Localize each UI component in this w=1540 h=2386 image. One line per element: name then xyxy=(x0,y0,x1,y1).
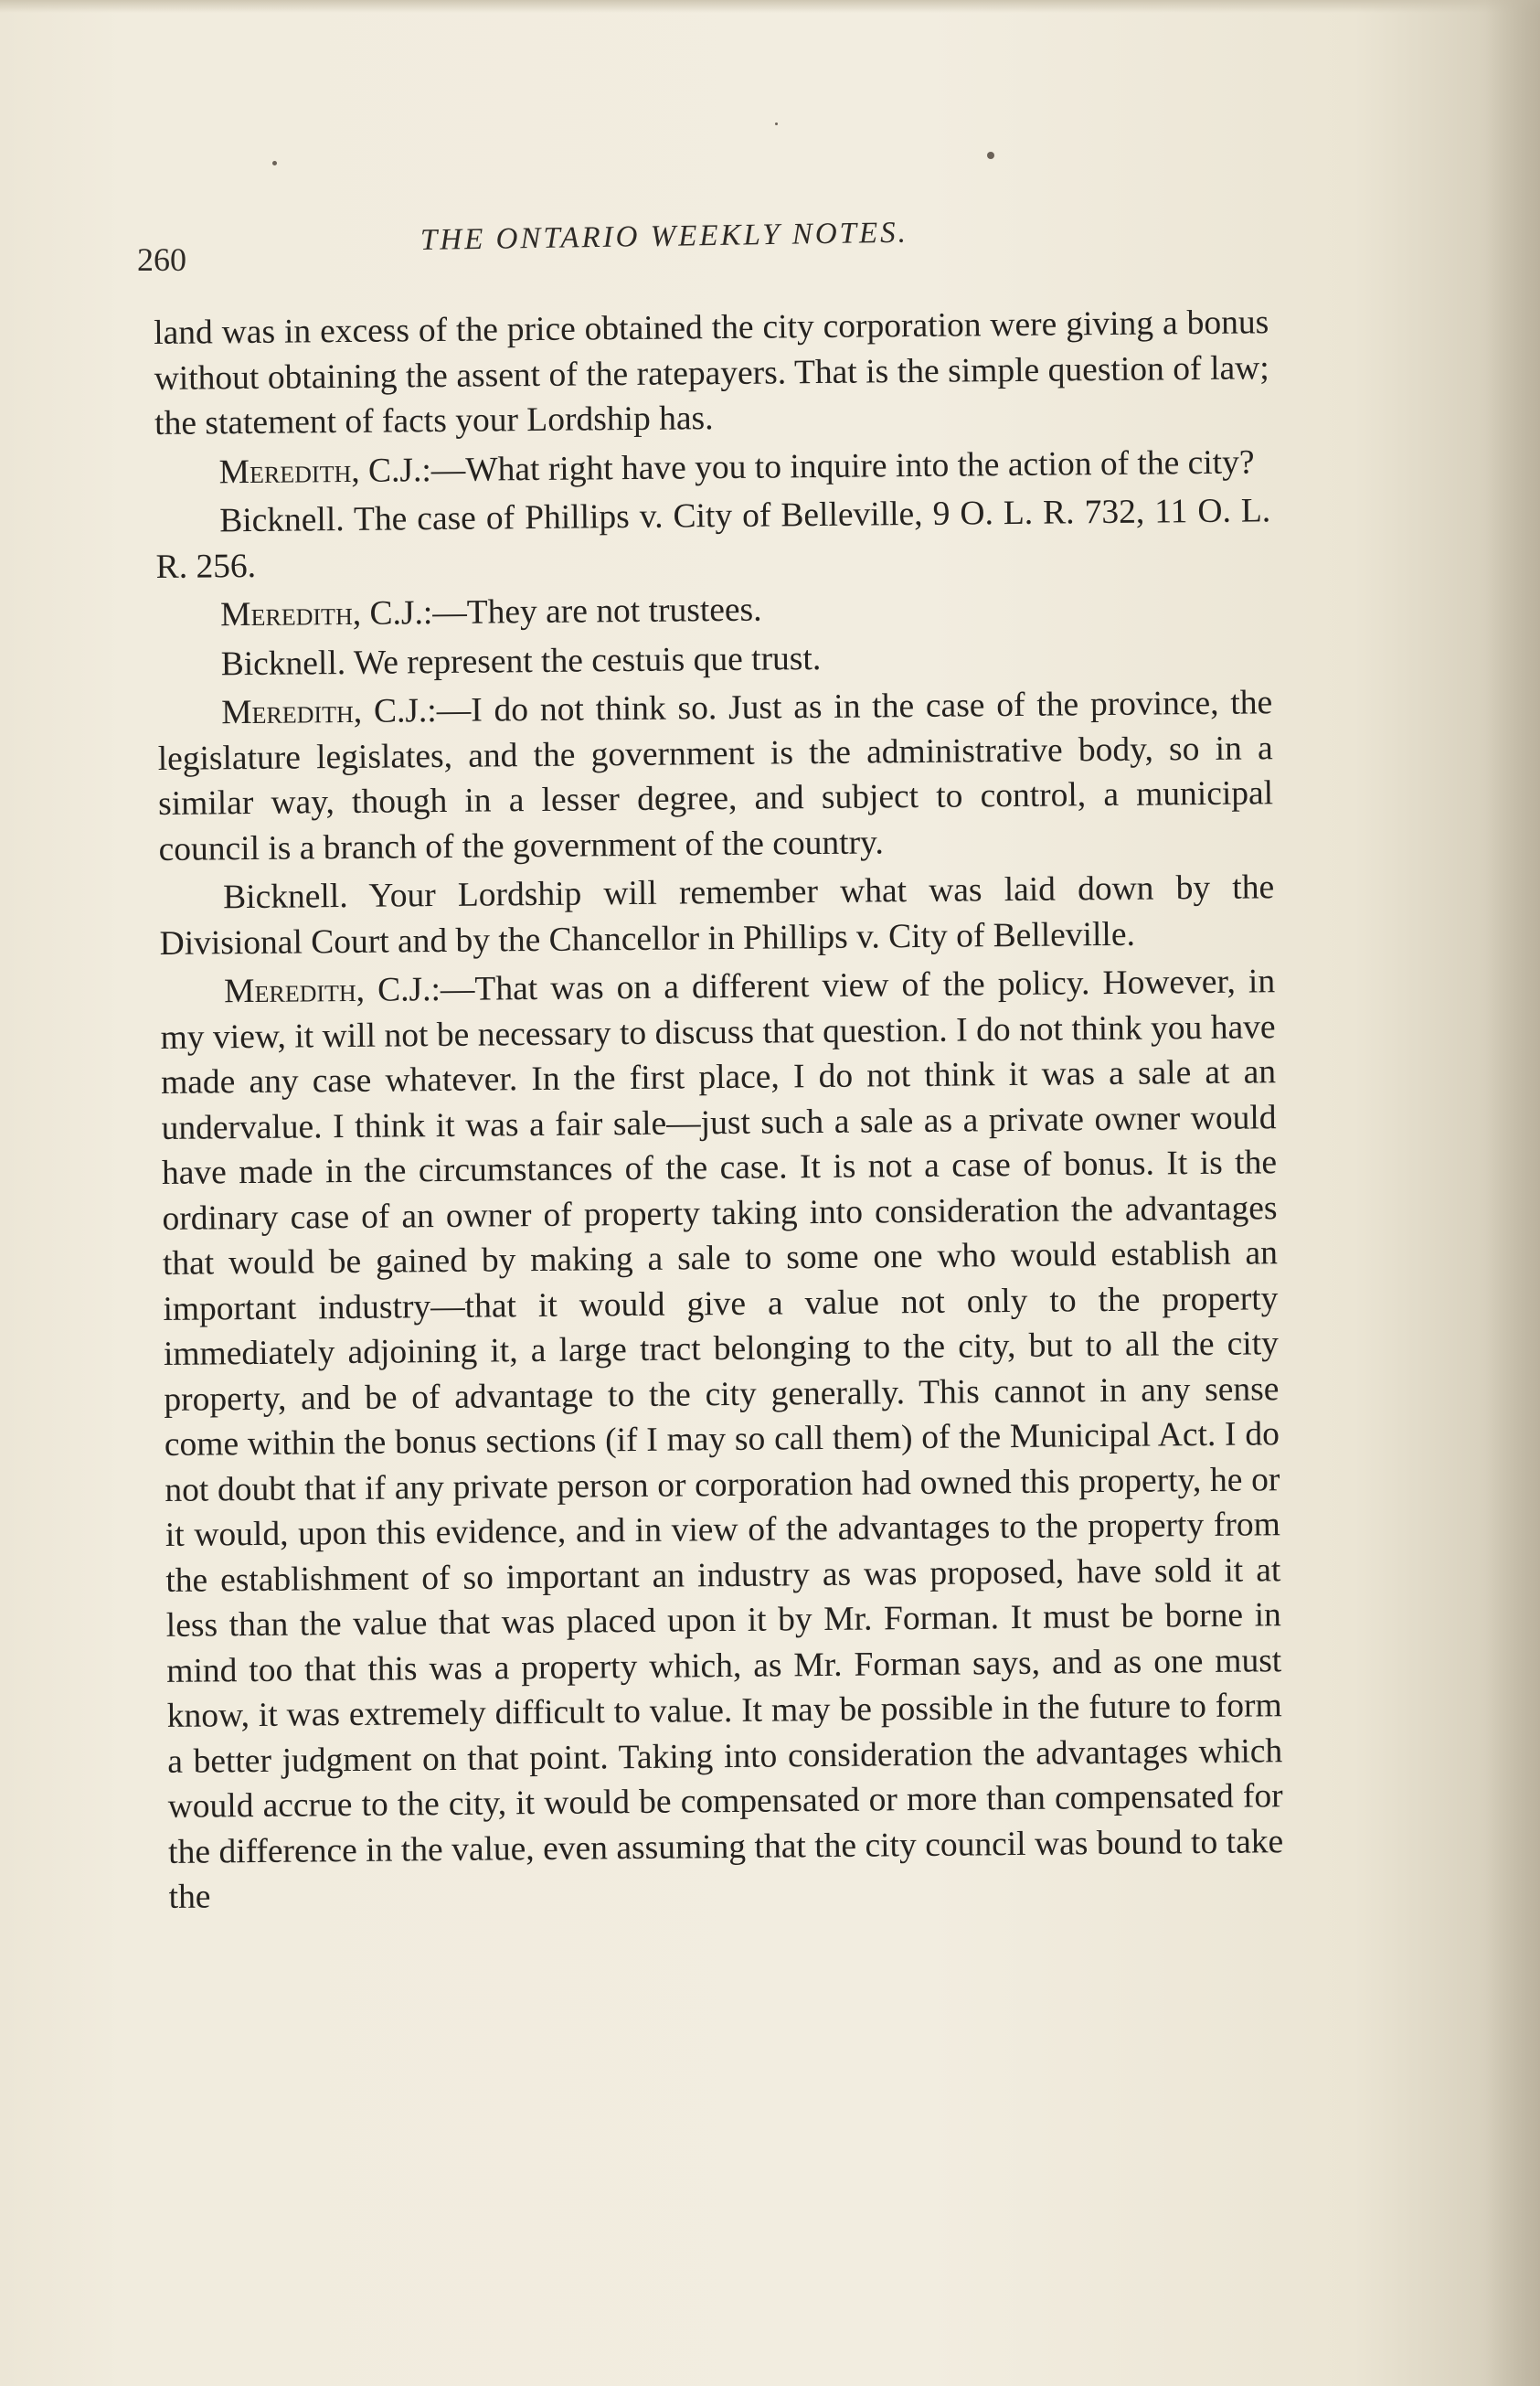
paragraph-text: Bicknell. Your Lordship will remember what was laid down by the Divisional Court and by the Chancellor in Phillips v. City of Belleville. xyxy=(159,868,1275,963)
speaker-name: Meredith, xyxy=(221,692,363,732)
print-speck xyxy=(272,161,277,165)
paragraph xyxy=(157,680,1274,872)
paragraph-text: Bicknell. We represent the cestuis que trust. xyxy=(220,639,822,683)
speaker-name: Meredith, xyxy=(218,452,360,491)
paragraph xyxy=(160,959,1284,1920)
paragraph xyxy=(155,488,1271,590)
speaker-name: Meredith, xyxy=(220,594,362,634)
paragraph-text: C.J.:—What right have you to inquire into the action of the city? xyxy=(359,442,1255,490)
paragraph xyxy=(154,300,1269,446)
body-text xyxy=(154,300,1284,1923)
paragraph xyxy=(154,440,1269,495)
print-speck xyxy=(775,122,778,125)
paragraph xyxy=(156,632,1271,687)
running-head: THE ONTARIO WEEKLY NOTES. xyxy=(420,216,909,257)
page-top-edge xyxy=(0,0,1540,13)
speaker-name: Meredith, xyxy=(223,971,366,1011)
paragraph-text: Bicknell. The case of Phillips v. City of Belleville, 9 O. L. R. 732, 11 O. L. R. 256. xyxy=(155,492,1271,586)
paragraph-text: C.J.:—I do not think so. Just as in the case of the province, the legislature legislates, and the government is the administrative body, so in a similar way, though in a lesser degree, and subject to control, a municipal council is a branch of the government of the country. xyxy=(157,684,1274,868)
page-header xyxy=(137,216,1270,288)
paragraph-text: C.J.:—They are not trustees. xyxy=(360,591,762,633)
print-speck xyxy=(987,152,994,159)
page-gutter-shadow xyxy=(1485,0,1540,2386)
paragraph-text: C.J.:—That was on a different view of the policy. However, in my view, it will not be necessary to discuss that question. I do not think you have made any case whatever. In the first place, I do not think it was a sale at an undervalue. I think it was a fair sale—just such a sale as a private owner would have made in the circumstances of the case. It is not a case of bonus. It is the ordinary case of an owner of property taking into consideration the advantages that would be gained by making a sale to some one who would establish an important industry—that it would give a value not only to the property immediately adjoining it, a large tract belonging to the city, but to all the city property, and be of advantage to the city generally. This cannot in any sense come within the bonus sections (if I may so call them) of the Municipal Act. I do not doubt that if any private person or corporation had owned this property, he or it would, upon this evidence, and in view of the advantages to the property from the establishment of so important an industry as was proposed, have sold it at less than the value that was placed upon it by Mr. Forman. It must be borne in mind too that this was a property which, as Mr. Forman says, and as one must know, it was extremely difficult to value. It may be possible in the future to form a better judgment on that point. Taking into consideration the advantages which would accrue to the city, it would be compensated or more than compensated for the difference in the value, even assuming that the city council was bound to take the xyxy=(160,963,1284,1916)
paragraph xyxy=(159,865,1275,966)
paragraph xyxy=(156,582,1271,638)
page-number: 260 xyxy=(137,241,186,278)
paragraph-text: land was in excess of the price obtained the city corporation were giving a bonus without obtaining the assent of the ratepayers. That is the simple question of law; the statement of facts your Lordship has. xyxy=(154,304,1269,442)
